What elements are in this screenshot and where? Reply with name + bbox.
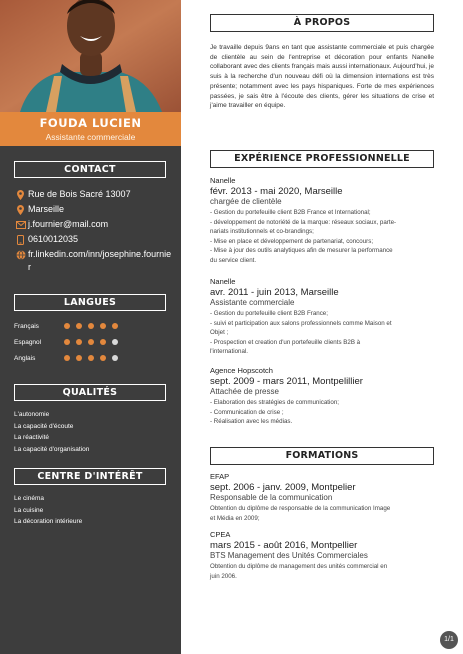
entry-role: Attachée de presse [210,387,279,396]
language-name: Espagnol [14,338,42,346]
entry-detail-line: Objet ; [210,329,229,337]
interest-item: Le cinéma [14,495,44,502]
entry-detail-line: - Réalisation avec les médias. [210,418,293,426]
entry-detail-line: - Mise en place et développement de partenariat, concours; [210,237,374,245]
entry-role: BTS Management des Unités Commerciales [210,551,368,560]
candidate-title: Assistante commerciale [45,132,136,142]
entry-detail-line: - Prospection et creation d'un portefeuille clients B2B à [210,338,361,346]
entry-organization: Nanelle [210,277,236,286]
level-dot-filled [76,355,82,361]
interest-item: La cuisine [14,506,44,514]
contact-city: Marseille [28,204,65,214]
level-dot-filled [100,323,106,329]
language-name: Français [14,322,39,330]
entry-role: chargée de clientèle [210,197,282,206]
entry-date: févr. 2013 - mai 2020, Marseille [210,186,343,197]
entry-detail-line: - Gestion du portefeuille client B2B France et International; [210,209,371,216]
entry-detail-line: nariats institutionnels et co-brandings; [210,228,314,236]
entry-details [210,309,438,357]
location-pin-icon [14,188,27,201]
interest-item: La décoration intérieure [14,518,83,525]
contact-item-linkedin[interactable] [14,248,174,274]
envelope-icon [14,218,27,231]
level-dot-filled [76,339,82,345]
entry-organization: Agence Hopscotch [210,366,273,375]
location-pin-icon [14,203,27,216]
language-level [64,355,124,361]
name-band [0,112,181,146]
languages-heading: LANGUES [14,294,166,311]
entry-detail-line: du service client. [210,256,257,264]
level-dot-filled [64,323,70,329]
education-entry [210,530,438,581]
quality-item: La capacité d'écoute [14,422,74,430]
entry-organization: EFAP [210,472,230,481]
contact-item-address [14,188,174,201]
level-dot-empty [112,355,118,361]
entry-organization: Nanelle [210,176,236,185]
contact-phone[interactable]: 0610012035 [28,234,79,244]
language-list [14,318,174,366]
entry-details [210,562,438,581]
entry-detail-line: - suivi et participation aux salons professionnels comme Maison et [210,319,392,327]
contact-linkedin[interactable]: fr.linkedin.com/inn/josephine.fournier [28,249,172,272]
candidate-name: FOUDA LUCIEN [39,116,142,130]
language-item [14,318,174,334]
qualities-heading: QUALITÉS [14,384,166,401]
interests-heading: CENTRE D'INTÉRÊT [14,468,166,485]
sidebar [0,0,181,654]
quality-item: L'autonomie [14,411,50,418]
entry-date: sept. 2009 - mars 2011, Montpelillier [210,376,363,387]
page-indicator: 1/1 [440,631,458,649]
entry-detail-line: juin 2006. [210,572,237,580]
level-dot-filled [64,355,70,361]
profile-photo [0,0,181,112]
interests-list [14,493,82,528]
entry-detail-line: - Elaboration des stratégies de communication; [210,399,339,406]
entry-details [210,398,438,427]
level-dot-filled [88,323,94,329]
contact-item-phone[interactable] [14,233,174,246]
entry-detail-line: - développement de notoriété de la marque: réseaux sociaux, parte- [210,218,397,226]
entry-detail-line: - Communication de crise ; [210,408,284,416]
contact-heading: CONTACT [14,161,166,178]
education-heading: FORMATIONS [210,447,434,465]
entry-details [210,208,438,266]
entry-detail-line: Obtention du diplôme de responsable de la communication Image [210,505,391,512]
entry-detail-line: et Média en 2009; [210,514,260,522]
language-level [64,339,124,345]
contact-address: Rue de Bois Sacré 13007 [28,189,131,199]
entry-date: avr. 2011 - juin 2013, Marseille [210,287,339,298]
experience-entry [210,277,438,357]
entry-role: Assistante commerciale [210,298,295,307]
phone-icon [14,233,27,246]
entry-detail-line: Obtention du diplôme de management des unités commercial en [210,563,388,570]
language-level [64,323,124,329]
level-dot-empty [112,339,118,345]
entry-role: Responsable de la communication [210,493,333,502]
level-dot-filled [88,339,94,345]
entry-organization: CPEA [210,530,231,539]
about-text: Je travaille depuis 9ans en tant que assistante commerciale et puis chargée de clientèle au sein de l'entreprise et décoration pour enfants Nanelle collaborant avec des clients français mais aussi internationaux. Aujourd'hui, je suis à la recherche d'un nouveau défi où la dimension internations est très présente; notamment avec les pays hispaniques. Forte de mes expériences passées, je sais être à l'écoute des clients, gérer les situations de crise et j'aime travailler en équipe. [210,44,434,110]
contact-email[interactable]: j.fournier@mail.com [28,219,109,229]
quality-item: La réactivité [14,434,50,441]
contact-item-email[interactable] [14,218,174,231]
about-heading: À PROPOS [210,14,434,32]
quality-item: La capacité d'organisation [14,445,90,453]
language-item [14,350,174,366]
entry-detail-line: - Gestion du portefeuille client B2B France; [210,310,328,317]
language-item [14,334,174,350]
qualities-list [14,409,89,455]
level-dot-filled [76,323,82,329]
entry-details [210,504,438,523]
entry-date: sept. 2006 - janv. 2009, Montpelier [210,482,356,493]
globe-icon [14,248,27,261]
entry-detail-line: - Mise à jour des outils analytiques afin de mesurer la performance [210,247,393,255]
contact-list [14,188,174,276]
entry-detail-line: l'international. [210,348,248,356]
experience-entry [210,176,438,266]
language-name: Anglais [14,354,36,362]
experience-entry [210,366,438,427]
education-entry [210,472,438,523]
level-dot-filled [64,339,70,345]
level-dot-filled [88,355,94,361]
level-dot-filled [112,323,118,329]
contact-item-city [14,203,174,216]
level-dot-filled [100,355,106,361]
entry-date: mars 2015 - août 2016, Montpellier [210,540,358,551]
level-dot-filled [100,339,106,345]
experience-heading: EXPÉRIENCE PROFESSIONNELLE [210,150,434,168]
